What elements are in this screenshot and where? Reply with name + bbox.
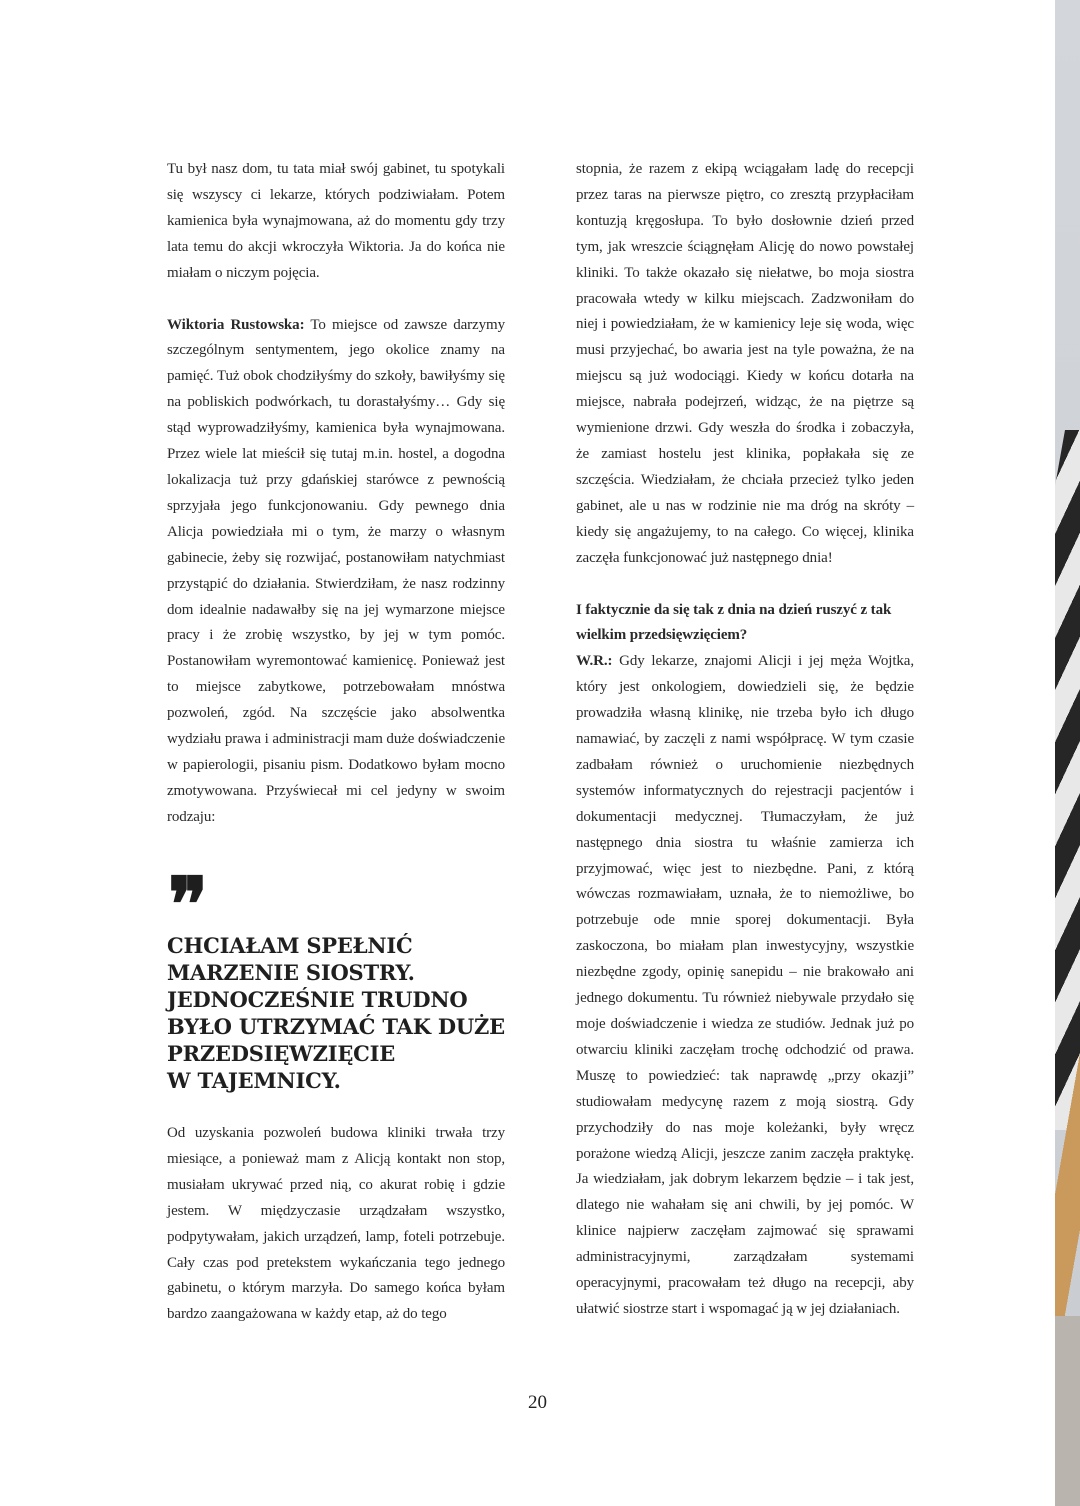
pull-quote-line: JEDNOCZEŚNIE TRUDNO xyxy=(167,987,468,1012)
pull-quote-line: MARZENIE SIOSTRY. xyxy=(167,960,415,985)
left-column-lower xyxy=(167,1121,505,1328)
page-number: 20 xyxy=(528,1392,547,1413)
right-paragraph-2-text: Gdy lekarze, znajomi Alicji i jej męża Wojtka, który jest onkologiem, dowiedzieli się, że będzie prowadziła własną klinikę, nie trzeba było ich długo namawiać, by zaczęli z nami współpracę. W tym czasie zadbałam również o uruchomienie niezbędnych systemów informatycznych do rejestracji pacjentów i dokumentacji medycznej. Tłumaczyłam, że już następnego dnia siostra tu właśnie zamierza ich przyjmować, więc jest to niezbędne. Pani, z którą wówczas rozmawiałam, uznała, że to niemożliwe, bo potrzebuje ode mnie sporej dokumentacji. Była zaskoczona, bo miałam plan inwestycyjny, wszystkie niezbędne zgody, opinię sanepidu – nie brakowało ani jednego dokumentu. Tu również niebywale przydało się moje doświadczenie i wiedza ze studiów. Jednak już po otwarciu kliniki zaczęłam trochę odchodzić od prawa. Muszę to powiedzieć: tak naprawdę „przy okazji” studiowałam medycynę razem z moją siostrą. Gdy przychodziły do nas moje koleżanki, były wręcz porażone wiedzą Alicji, jeszcze zanim zaczęła praktykę. Ja wiedziałam, jak dobrym lekarzem będzie – i tak jest, dlatego nie wahałam się ani chwili, by jej pomóc. W klinice najpierw zaczęłam zajmować się sprawami administracyjnymi, zarządzałam systemami operacyjnymi, pracowałam też długo na recepcji, aby ułatwić siostrze start i wspomagać ją w jej działaniach. xyxy=(576,653,914,1317)
left-paragraph-2 xyxy=(167,313,505,831)
side-photo-strip xyxy=(1055,0,1080,1506)
pull-quote-line: CHCIAŁAM SPEŁNIĆ xyxy=(167,933,413,958)
right-column xyxy=(576,157,914,1323)
right-paragraph-1: stopnia, że razem z ekipą wciągałam ladę do recepcji przez taras na pierwsze piętro, co zresztą przypłaciłam kontuzją kręgosłupa. To było dosłownie dzień przed tym, jak wreszcie ściągnęłam Alicję do nowo powstałej kliniki. To także okazało się niełatwe, bo moja siostra pracowała wtedy w kilku miejscach. Zadzwoniłam do niej i powiedziałam, że w kamienicy leje się woda, więc musi przyjechać, bo awaria jest na tyle poważna, że na miejscu są już wodociągi. Kiedy w końcu dotarła na miejsce, nabrała podejrzeń, widząc, że na piętrze są wymienione drzwi. Gdy weszła do środka i zobaczyła, że zamiast hostelu jest klinika, popłakała się ze szczęścia. Wiedziałam, że chciała przecież tylko jeden gabinet, ale u nas w rodzinie nie ma dróg na skróty – kiedy się angażujemy, to na całego. Co więcej, klinika zaczęła funkcjonować już następnego dnia! xyxy=(576,161,914,566)
striped-armchair-fragment xyxy=(1055,430,1080,1130)
quote-mark-icon: ❞ xyxy=(168,862,208,948)
right-paragraph-2 xyxy=(576,649,914,1323)
left-paragraph-1: Tu był nasz dom, tu tata miał swój gabinet, tu spotykali się wszyscy ci lekarze, których podziwiałam. Potem kamienica była wynajmowana, aż do momentu gdy trzy lata temu do akcji wkroczyła Wiktoria. Ja do końca nie miałam o niczym pojęcia. xyxy=(167,161,505,281)
left-paragraph-2-text: To miejsce od zawsze darzymy szczególnym sentymentem, jego okolice znamy na pamięć. Tuż obok chodziłyśmy do szkoły, bawiłyśmy się na pobliskich podwórkach, tu dorastałyśmy… Gdy się stąd wyprowadziłyśmy, kamienica była wynajmowana. Przez wiele lat mieścił się tutaj m.in. hostel, a dogodna lokalizacja tuż przy gdańskiej starówce z pewnością sprzyjała jego funkcjonowaniu. Gdy pewnego dnia Alicja powiedziała mi o tym, że marzy o własnym gabinecie, żeby się rozwijać, postanowiłam natychmiast przystąpić do działania. Stwierdziłam, że nasz rodzinny dom idealnie nadawałby się na jej wymarzone miejsce pracy i że zrobię wszystko, by jej w tym pomóc. Postanowiłam wyremontować kamienicę. Ponieważ jest to miejsce zabytkowe, potrzebowałam mnóstwa pozwoleń, zgód. Na szczęście jako absolwentka wydziału prawa i administracji mam duże doświadczenie w papierologii, pisaniu pism. Dodatkowo byłam mocno zmotywowana. Przyświecał mi cel jedyny w swoim rodzaju: xyxy=(167,316,505,825)
left-paragraph-3: Od uzyskania pozwoleń budowa kliniki trwała trzy miesiące, a ponieważ mam z Alicją kontakt non stop, musiałam ukrywać przed nią, co akurat robię i gdzie jestem. W międzyczasie urządzałam wszystko, podpytywałam, jakich urządzeń, lamp, foteli potrzebuje. Cały czas pod pretekstem wykańczania tego jednego gabinetu, o którym marzyła. Do samego końca byłam bardzo zaangażowana w każdy etap, aż do tego xyxy=(167,1125,505,1323)
pull-quote-line: PRZEDSIĘWZIĘCIE xyxy=(167,1041,396,1066)
pull-quote xyxy=(167,932,507,1094)
pull-quote-line: BYŁO UTRZYMAĆ TAK DUŻE xyxy=(167,1014,505,1039)
speaker-initials: W.R.: xyxy=(576,653,613,670)
speaker-name: Wiktoria Rustowska: xyxy=(167,316,305,333)
interview-question: I faktycznie da się tak z dnia na dzień ruszyć z tak wielkim przedsięwzięciem? xyxy=(576,601,892,644)
left-column xyxy=(167,157,505,831)
pull-quote-line: W TAJEMNICY. xyxy=(167,1068,341,1093)
wooden-chair-leg-fragment xyxy=(1055,1040,1080,1340)
